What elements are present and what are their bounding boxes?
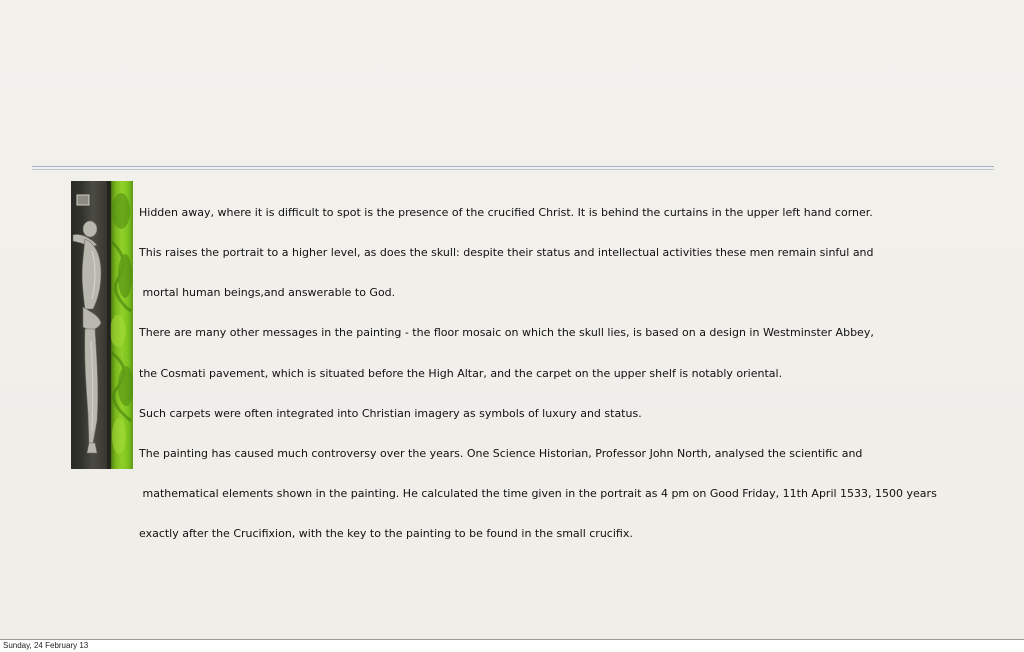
body-line: the Cosmati pavement, which is situated before the High Altar, and the carpet on the upper shelf is notably oriental. [139, 366, 783, 380]
crucifix-illustration [71, 181, 133, 469]
body-line: exactly after the Crucifixion, with the key to the painting to be found in the small crucifix. [139, 527, 633, 541]
body-line: There are many other messages in the painting - the floor mosaic on which the skull lies, is based on a design in Westminster Abbey, [139, 326, 874, 340]
curtain-pattern [109, 193, 133, 454]
body-line: This raises the portrait to a higher level, as does the skull: despite their status and intellectual activities these men remain sinful and [139, 246, 874, 260]
christ-figure [73, 221, 101, 453]
slide-body-text [139, 179, 999, 568]
body-line: mortal human beings,and answerable to God. [139, 286, 396, 300]
body-line: mathematical elements shown in the painting. He calculated the time given in the portrait as 4 pm on Good Friday, 11th April 1533, 1500 years [139, 487, 937, 501]
header-rule [32, 166, 994, 167]
header-rule-secondary [32, 169, 994, 170]
crucifix-image [71, 181, 133, 469]
inscription-plaque [77, 195, 89, 205]
body-line: Such carpets were often integrated into Christian imagery as symbols of luxury and status. [139, 406, 642, 420]
body-line: The painting has caused much controversy over the years. One Science Historian, Professor John North, analysed the scientific and [139, 447, 863, 461]
body-line: Hidden away, where it is difficult to spot is the presence of the crucified Christ. It is behind the curtains in the upper left hand corner. [139, 205, 873, 219]
footer-date: Sunday, 24 February 13 [3, 641, 89, 650]
wall-edge [107, 181, 111, 469]
